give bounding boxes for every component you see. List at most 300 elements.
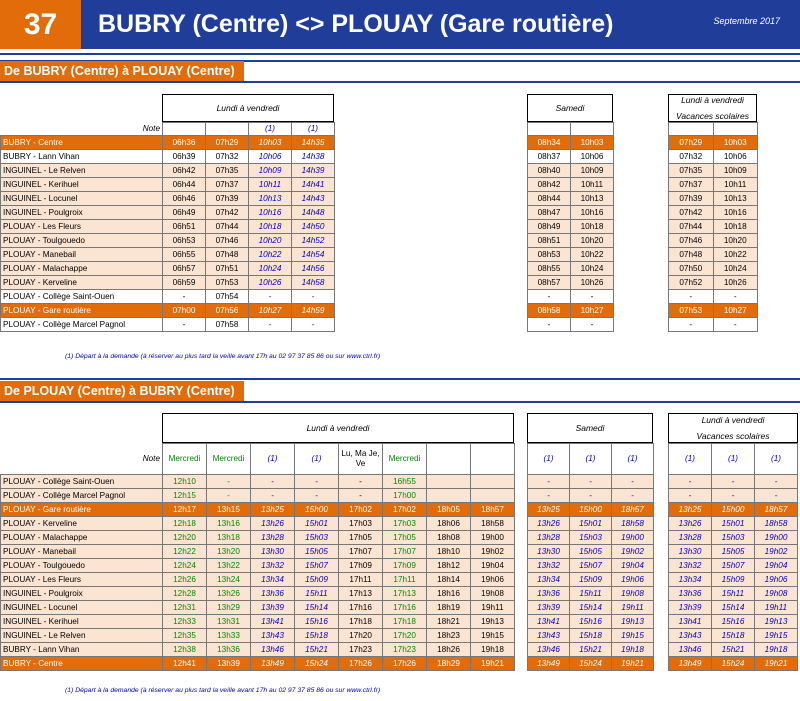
group-header-weekdays — [162, 94, 334, 122]
note-cell — [713, 123, 758, 136]
time-cell: 13h49 — [528, 657, 570, 671]
time-cell: 10h11 — [571, 178, 614, 192]
time-cell: 06h55 — [163, 248, 206, 262]
time-cell: 15h11 — [712, 587, 755, 601]
time-cell: 08h47 — [528, 206, 571, 220]
time-cell: 15h11 — [570, 587, 612, 601]
table-row — [528, 136, 614, 150]
time-cell: - — [712, 475, 755, 489]
note-cell: Mercredi — [207, 444, 251, 475]
table-row — [669, 304, 758, 318]
time-cell: 06h53 — [163, 234, 206, 248]
time-cell: 13h33 — [207, 629, 251, 643]
time-cell: - — [528, 489, 570, 503]
time-cell: 17h23 — [339, 643, 383, 657]
group-header-weekdays — [162, 413, 514, 443]
section-divider — [0, 378, 800, 380]
time-cell: 19h13 — [471, 615, 515, 629]
time-cell: 15h16 — [712, 615, 755, 629]
time-cell: 18h08 — [427, 531, 471, 545]
stop-name: PLOUAY - Malachappe — [1, 262, 163, 276]
time-cell: 18h21 — [427, 615, 471, 629]
stop-name: PLOUAY - Toulgouedo — [1, 234, 163, 248]
time-cell: 19h06 — [471, 573, 515, 587]
time-cell: 08h58 — [528, 304, 571, 318]
time-cell: - — [713, 318, 758, 332]
time-cell: 07h54 — [206, 290, 249, 304]
time-cell: 19h21 — [471, 657, 515, 671]
time-cell: 07h39 — [206, 192, 249, 206]
time-cell: 13h36 — [669, 587, 712, 601]
time-cell: 19h00 — [755, 531, 798, 545]
time-cell: 06h49 — [163, 206, 206, 220]
time-cell: 13h34 — [669, 573, 712, 587]
time-cell: 13h28 — [528, 531, 570, 545]
time-cell: - — [755, 489, 798, 503]
table-row — [669, 615, 798, 629]
time-cell: 13h34 — [528, 573, 570, 587]
table-row — [669, 573, 798, 587]
time-cell: 13h46 — [669, 643, 712, 657]
time-cell: 19h21 — [612, 657, 654, 671]
note-row — [1, 444, 515, 475]
table-row — [669, 531, 798, 545]
time-cell: - — [669, 318, 714, 332]
stop-name: PLOUAY - Gare routière — [1, 304, 163, 318]
time-cell: - — [669, 290, 714, 304]
time-cell: 14h58 — [292, 276, 335, 290]
section-divider — [0, 81, 800, 83]
time-cell: 12h38 — [163, 643, 207, 657]
note-cell: (1) — [570, 444, 612, 475]
note-cell: (1) — [612, 444, 654, 475]
time-cell: 15h14 — [295, 601, 339, 615]
time-cell: 15h21 — [712, 643, 755, 657]
time-cell: 17h05 — [339, 531, 383, 545]
time-cell: - — [528, 290, 571, 304]
time-cell: 13h34 — [251, 573, 295, 587]
time-cell: 13h28 — [669, 531, 712, 545]
time-cell: 12h15 — [163, 489, 207, 503]
table-row — [669, 587, 798, 601]
table-row — [528, 290, 614, 304]
time-cell: 15h14 — [712, 601, 755, 615]
table-row — [1, 531, 515, 545]
time-cell: 15h18 — [712, 629, 755, 643]
time-cell: 17h13 — [339, 587, 383, 601]
time-cell: 10h18 — [713, 220, 758, 234]
time-cell: 07h48 — [669, 248, 714, 262]
time-cell: 08h57 — [528, 276, 571, 290]
time-cell: 10h26 — [249, 276, 292, 290]
table-row — [669, 517, 798, 531]
time-cell: 13h36 — [528, 587, 570, 601]
time-cell: 17h26 — [383, 657, 427, 671]
time-cell: 15h16 — [570, 615, 612, 629]
time-cell: 18h05 — [427, 503, 471, 517]
time-cell: 13h22 — [207, 559, 251, 573]
table-row — [669, 290, 758, 304]
time-cell: 15h07 — [712, 559, 755, 573]
time-cell: 07h37 — [206, 178, 249, 192]
time-cell: 15h03 — [570, 531, 612, 545]
time-cell: 18h57 — [612, 503, 654, 517]
time-cell: 14h52 — [292, 234, 335, 248]
time-cell: - — [528, 318, 571, 332]
time-cell: 12h31 — [163, 601, 207, 615]
time-cell: 18h58 — [755, 517, 798, 531]
table-row — [1, 136, 335, 150]
table-row — [528, 615, 654, 629]
time-cell: 18h26 — [427, 643, 471, 657]
time-cell: 10h18 — [249, 220, 292, 234]
stop-name: INGUINEL - Locunel — [1, 601, 163, 615]
table-row — [669, 489, 798, 503]
time-cell: - — [571, 318, 614, 332]
note-label: Note — [142, 124, 160, 134]
timetable-return-weekdays — [0, 443, 515, 671]
time-cell: 15h21 — [295, 643, 339, 657]
time-cell: 13h29 — [207, 601, 251, 615]
time-cell: 14h39 — [292, 164, 335, 178]
table-row — [669, 178, 758, 192]
time-cell: 15h24 — [570, 657, 612, 671]
time-cell: 17h20 — [339, 629, 383, 643]
table-row — [669, 206, 758, 220]
time-cell: 19h06 — [755, 573, 798, 587]
time-cell: 08h51 — [528, 234, 571, 248]
time-cell: 07h56 — [206, 304, 249, 318]
time-cell: 13h39 — [207, 657, 251, 671]
time-cell: 15h03 — [295, 531, 339, 545]
time-cell: 14h43 — [292, 192, 335, 206]
time-cell: 13h36 — [207, 643, 251, 657]
time-cell — [471, 489, 515, 503]
table-row — [669, 276, 758, 290]
time-cell: 12h26 — [163, 573, 207, 587]
table-row — [528, 150, 614, 164]
table-row — [528, 475, 654, 489]
time-cell: 07h29 — [206, 136, 249, 150]
table-row — [1, 318, 335, 332]
table-row — [1, 262, 335, 276]
note-label: Note — [142, 454, 160, 464]
time-cell: 17h09 — [339, 559, 383, 573]
time-cell: 15h07 — [295, 559, 339, 573]
time-cell: 17h11 — [339, 573, 383, 587]
group-label: Lundi à vendredi — [701, 415, 765, 425]
stop-name: INGUINEL - Locunel — [1, 192, 163, 206]
note-cell: (1) — [292, 123, 335, 136]
table-row — [528, 531, 654, 545]
time-cell: 13h41 — [528, 615, 570, 629]
table-row — [669, 318, 758, 332]
time-cell: 06h44 — [163, 178, 206, 192]
time-cell: 15h24 — [295, 657, 339, 671]
time-cell: 19h11 — [612, 601, 654, 615]
table-row — [1, 276, 335, 290]
group-sublabel: Vacances scolaires — [676, 111, 749, 121]
time-cell: 15h09 — [712, 573, 755, 587]
time-cell: 19h13 — [755, 615, 798, 629]
time-cell: 17h16 — [383, 601, 427, 615]
time-cell: 10h06 — [571, 150, 614, 164]
table-row — [669, 150, 758, 164]
stop-name: PLOUAY - Malachappe — [1, 531, 163, 545]
stop-name: PLOUAY - Collège Marcel Pagnol — [1, 489, 163, 503]
time-cell: 15h18 — [295, 629, 339, 643]
time-cell: 07h42 — [669, 206, 714, 220]
time-cell: 17h20 — [383, 629, 427, 643]
time-cell: 14h48 — [292, 206, 335, 220]
time-cell: 10h27 — [713, 304, 758, 318]
time-cell: 07h35 — [206, 164, 249, 178]
time-cell: 15h05 — [570, 545, 612, 559]
time-cell: 19h18 — [755, 643, 798, 657]
time-cell: 13h39 — [669, 601, 712, 615]
note-cell: (1) — [712, 444, 755, 475]
time-cell: 14h50 — [292, 220, 335, 234]
time-cell: 10h27 — [249, 304, 292, 318]
time-cell: 07h51 — [206, 262, 249, 276]
time-cell: 10h11 — [249, 178, 292, 192]
time-cell: 13h36 — [251, 587, 295, 601]
note-cell: Mercredi — [383, 444, 427, 475]
time-cell: 17h03 — [339, 517, 383, 531]
edition-date: Septembre 2017 — [713, 16, 780, 26]
timetable-outbound-saturday — [527, 122, 614, 332]
table-row — [528, 587, 654, 601]
table-row — [669, 262, 758, 276]
table-row — [528, 629, 654, 643]
time-cell: 15h16 — [295, 615, 339, 629]
time-cell: 17h00 — [383, 489, 427, 503]
table-row — [528, 304, 614, 318]
time-cell: 15h05 — [712, 545, 755, 559]
stop-name: INGUINEL - Poulgroix — [1, 587, 163, 601]
table-row — [1, 248, 335, 262]
time-cell: 07h53 — [669, 304, 714, 318]
table-row — [669, 629, 798, 643]
time-cell: 10h06 — [249, 150, 292, 164]
time-cell: - — [669, 475, 712, 489]
timetable-return-holidays — [668, 443, 798, 671]
time-cell: - — [295, 489, 339, 503]
time-cell: 13h20 — [207, 545, 251, 559]
time-cell: 18h57 — [755, 503, 798, 517]
table-row — [1, 517, 515, 531]
time-cell: 07h48 — [206, 248, 249, 262]
table-row — [1, 615, 515, 629]
stop-name: PLOUAY - Kerveline — [1, 276, 163, 290]
group-label: Samedi — [575, 423, 605, 433]
time-cell: 15h00 — [712, 503, 755, 517]
table-row — [1, 475, 515, 489]
stop-name: INGUINEL - Kerihuel — [1, 615, 163, 629]
time-cell: 19h18 — [471, 643, 515, 657]
table-row — [528, 248, 614, 262]
table-row — [528, 573, 654, 587]
time-cell: 13h26 — [207, 587, 251, 601]
time-cell: 06h36 — [163, 136, 206, 150]
section-title-outbound: De BUBRY (Centre) à PLOUAY (Centre) — [0, 61, 244, 81]
time-cell: 10h18 — [571, 220, 614, 234]
time-cell: 13h24 — [207, 573, 251, 587]
title-bar — [81, 0, 800, 49]
note-cell: (1) — [295, 444, 339, 475]
table-row — [669, 136, 758, 150]
table-row — [1, 178, 335, 192]
note-cell — [669, 123, 714, 136]
time-cell: 07h52 — [669, 276, 714, 290]
note-cell: (1) — [669, 444, 712, 475]
time-cell: 10h09 — [571, 164, 614, 178]
note-cell — [206, 123, 249, 136]
time-cell: 18h29 — [427, 657, 471, 671]
table-row — [669, 220, 758, 234]
table-row — [528, 643, 654, 657]
section-divider — [0, 401, 800, 403]
time-cell: 15h18 — [570, 629, 612, 643]
time-cell: 08h55 — [528, 262, 571, 276]
time-cell: 13h39 — [251, 601, 295, 615]
time-cell: - — [249, 290, 292, 304]
time-cell: 06h59 — [163, 276, 206, 290]
time-cell: 19h15 — [471, 629, 515, 643]
table-row — [528, 559, 654, 573]
time-cell: 19h02 — [755, 545, 798, 559]
timetable-outbound-weekdays — [0, 122, 335, 332]
time-cell: 10h20 — [249, 234, 292, 248]
time-cell: 18h23 — [427, 629, 471, 643]
time-cell: 10h22 — [249, 248, 292, 262]
stop-name: PLOUAY - Collège Saint-Ouen — [1, 475, 163, 489]
stop-name: PLOUAY - Les Fleurs — [1, 220, 163, 234]
stop-name: INGUINEL - Le Relven — [1, 629, 163, 643]
time-cell: 17h16 — [339, 601, 383, 615]
time-cell: 12h17 — [163, 503, 207, 517]
time-cell: 12h28 — [163, 587, 207, 601]
time-cell — [427, 489, 471, 503]
time-cell: 14h35 — [292, 136, 335, 150]
time-cell: 13h43 — [251, 629, 295, 643]
time-cell: 10h03 — [249, 136, 292, 150]
time-cell: 19h18 — [612, 643, 654, 657]
time-cell: 10h13 — [249, 192, 292, 206]
time-cell: - — [570, 475, 612, 489]
table-row — [1, 192, 335, 206]
time-cell: 17h09 — [383, 559, 427, 573]
time-cell: 07h32 — [669, 150, 714, 164]
stop-name: PLOUAY - Collège Saint-Ouen — [1, 290, 163, 304]
time-cell: 13h49 — [251, 657, 295, 671]
time-cell: 17h18 — [339, 615, 383, 629]
time-cell: 17h23 — [383, 643, 427, 657]
group-label: Lundi à vendredi — [216, 103, 280, 113]
time-cell: 17h02 — [383, 503, 427, 517]
time-cell: 19h08 — [612, 587, 654, 601]
time-cell: 10h27 — [571, 304, 614, 318]
time-cell — [427, 475, 471, 489]
time-cell: 15h14 — [570, 601, 612, 615]
table-row — [669, 164, 758, 178]
time-cell: 07h53 — [206, 276, 249, 290]
time-cell: 08h37 — [528, 150, 571, 164]
table-row — [1, 206, 335, 220]
time-cell: 18h10 — [427, 545, 471, 559]
table-row — [528, 276, 614, 290]
time-cell: 10h22 — [571, 248, 614, 262]
time-cell: 06h42 — [163, 164, 206, 178]
time-cell: 13h46 — [251, 643, 295, 657]
table-row — [669, 192, 758, 206]
time-cell: - — [295, 475, 339, 489]
time-cell: - — [251, 475, 295, 489]
time-cell: 18h12 — [427, 559, 471, 573]
time-cell: 17h18 — [383, 615, 427, 629]
table-row — [1, 234, 335, 248]
table-row — [528, 164, 614, 178]
time-cell: 19h08 — [755, 587, 798, 601]
time-cell: 19h00 — [612, 531, 654, 545]
group-header-holidays — [668, 94, 757, 122]
stop-name: PLOUAY - Collège Marcel Pagnol — [1, 318, 163, 332]
time-cell: 17h05 — [383, 531, 427, 545]
time-cell: 17h02 — [339, 503, 383, 517]
time-cell: 07h39 — [669, 192, 714, 206]
time-cell: 15h07 — [570, 559, 612, 573]
time-cell: - — [570, 489, 612, 503]
time-cell: 13h41 — [251, 615, 295, 629]
time-cell: - — [251, 489, 295, 503]
table-row — [1, 559, 515, 573]
time-cell: 13h32 — [669, 559, 712, 573]
time-cell: 19h02 — [612, 545, 654, 559]
table-row — [1, 220, 335, 234]
stop-name: INGUINEL - Poulgroix — [1, 206, 163, 220]
time-cell: 17h26 — [339, 657, 383, 671]
time-cell: 10h13 — [571, 192, 614, 206]
time-cell: 12h24 — [163, 559, 207, 573]
time-cell: 10h03 — [713, 136, 758, 150]
table-row — [1, 629, 515, 643]
time-cell: 06h46 — [163, 192, 206, 206]
group-sublabel: Vacances scolaires — [696, 431, 770, 441]
group-label: Lundi à vendredi — [306, 423, 370, 433]
time-cell: 10h16 — [713, 206, 758, 220]
time-cell: 07h42 — [206, 206, 249, 220]
time-cell: 17h13 — [383, 587, 427, 601]
table-row — [528, 489, 654, 503]
time-cell: 10h09 — [713, 164, 758, 178]
time-cell: 12h22 — [163, 545, 207, 559]
note-cell: (1) — [249, 123, 292, 136]
time-cell: 08h42 — [528, 178, 571, 192]
note-cell — [163, 123, 206, 136]
time-cell: 13h15 — [207, 503, 251, 517]
time-cell: 13h26 — [669, 517, 712, 531]
time-cell: 10h16 — [249, 206, 292, 220]
group-label: Lundi à vendredi — [681, 95, 744, 105]
time-cell: 19h00 — [471, 531, 515, 545]
note-row — [669, 444, 798, 475]
time-cell: 07h46 — [206, 234, 249, 248]
time-cell: 08h49 — [528, 220, 571, 234]
time-cell: 10h24 — [571, 262, 614, 276]
time-cell: 18h16 — [427, 587, 471, 601]
time-cell: - — [292, 290, 335, 304]
time-cell: 08h40 — [528, 164, 571, 178]
